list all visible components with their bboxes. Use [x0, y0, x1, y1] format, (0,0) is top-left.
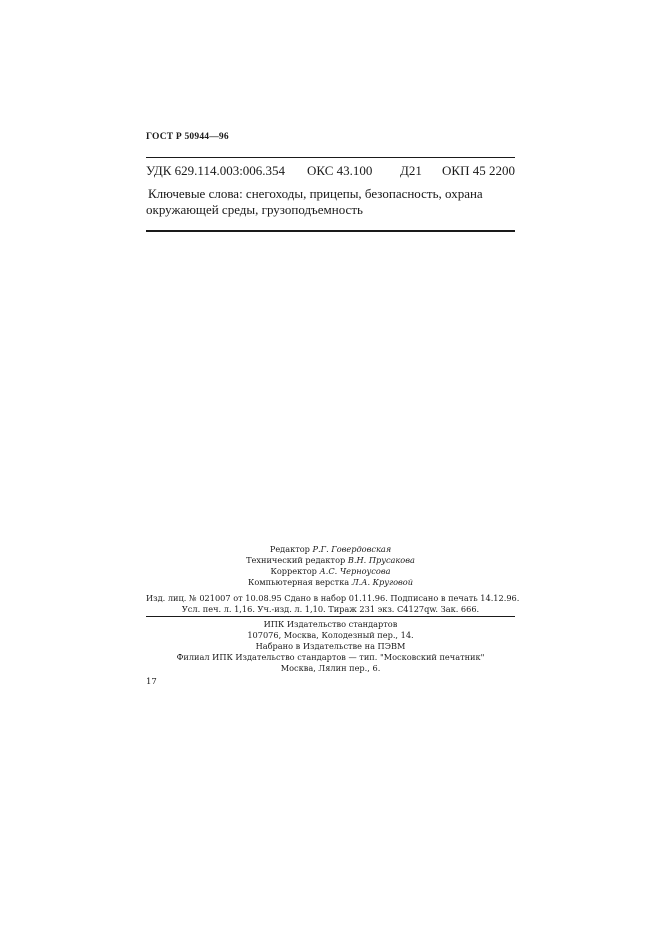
top-divider	[146, 157, 515, 158]
credit-person: В.Н. Прусакова	[347, 555, 415, 565]
credit-person: Р.Г. Говердовская	[312, 544, 392, 554]
publisher-line: Филиал ИПК Издательство стандартов — тип. "Московский печатник"	[176, 652, 485, 662]
classification-codes	[146, 163, 515, 179]
credit-person: А.С. Черноусова	[319, 566, 391, 576]
imprint-divider	[146, 616, 515, 617]
credit-role: Корректор	[270, 566, 317, 576]
publisher-line: 107076, Москва, Колодезный пер., 14.	[247, 630, 414, 640]
okp-code: ОКП 45 2200	[442, 163, 515, 178]
publisher-line: ИПК Издательство стандартов	[263, 619, 398, 629]
udk-code: УДК 629.114.003:006.354	[146, 163, 286, 178]
credit-line	[146, 577, 515, 588]
oks-code: ОКС 43.100	[307, 163, 373, 178]
credit-line	[146, 566, 515, 577]
publication-data	[146, 593, 520, 615]
credit-role: Редактор	[269, 544, 310, 554]
publisher-line: Москва, Лялин пер., 6.	[280, 663, 381, 673]
publication-line: Изд. лиц. № 021007 от 10.08.95 Сдано в набор 01.11.96. Подписано в печать 14.12.96.	[146, 593, 520, 603]
keywords-divider	[146, 230, 515, 232]
credit-line	[146, 544, 515, 555]
credit-person: Л.А. Круговой	[351, 577, 414, 587]
credit-role: Компьютерная верстка	[247, 577, 350, 587]
credit-role: Технический редактор	[246, 555, 346, 565]
group-code: Д21	[400, 163, 422, 178]
credit-line	[146, 555, 515, 566]
standard-code: ГОСТ Р 50944—96	[146, 132, 229, 142]
publisher-block	[146, 619, 515, 674]
credits-block	[146, 544, 515, 588]
page-number: 17	[146, 677, 157, 687]
publication-line: Усл. печ. л. 1,16. Уч.-изд. л. 1,10. Тираж 231 экз. С4127qw. Зак. 666.	[181, 604, 480, 614]
keywords: Ключевые слова: снегоходы, прицепы, безопасность, охрана окружающей среды, грузоподъемность	[146, 186, 483, 217]
publisher-line: Набрано в Издательстве на ПЭВМ	[255, 641, 406, 651]
